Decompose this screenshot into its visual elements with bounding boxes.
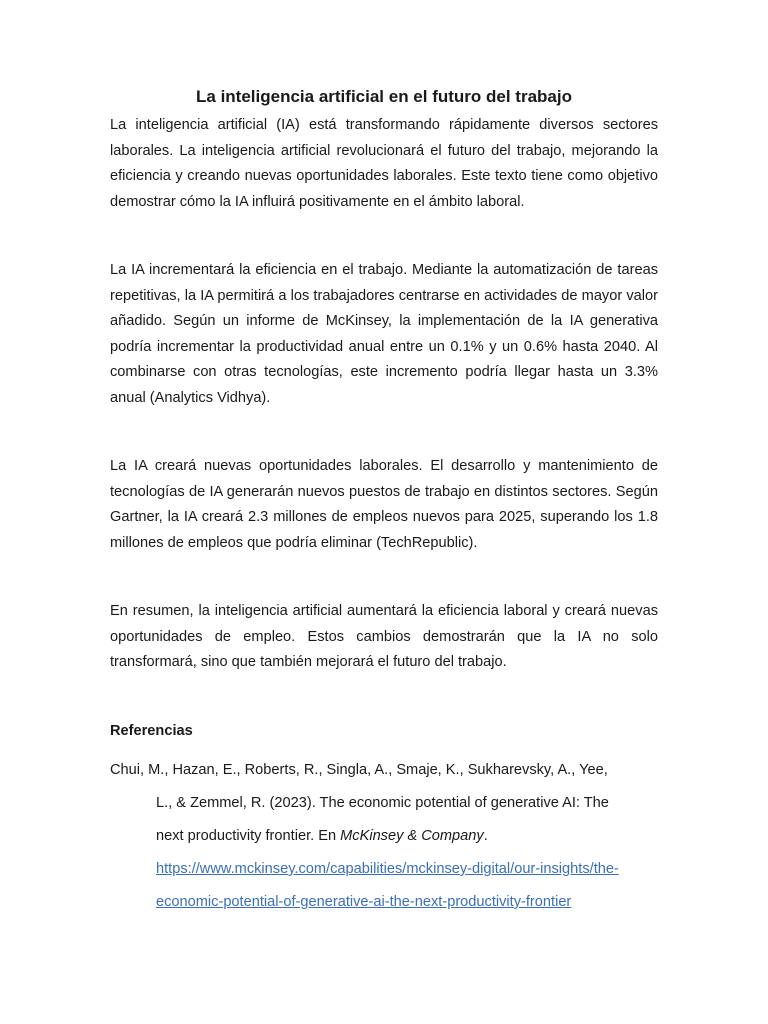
- reference-source-suffix: .: [483, 828, 488, 844]
- reference-authors-line: Chui, M., Hazan, E., Roberts, R., Singla, A., Smaje, K., Sukharevsky, A., Yee,: [110, 762, 608, 778]
- reference-source-line: [110, 820, 658, 853]
- paragraph-opportunities: La IA creará nuevas oportunidades laborales. El desarrollo y mantenimiento de tecnologías de IA generarán nuevos puestos de trabajo en distintos sectores. Según Gartner, la IA creará 2.3 millones de empleos nuevos para 2025, superando los 1.8 millones de empleos que podría eliminar (TechRepublic).: [110, 458, 658, 551]
- paragraph-conclusion: En resumen, la inteligencia artificial aumentará la eficiencia laboral y creará nuevas oportunidades de empleo. Estos cambios demostrarán que la IA no solo transformará, sino que también mejorará el futuro del trabajo.: [110, 603, 658, 670]
- reference-url-line-1[interactable]: https://www.mckinsey.com/capabilities/mckinsey-digital/our-insights/the-: [156, 861, 619, 877]
- document-title: La inteligencia artificial en el futuro del trabajo: [196, 87, 572, 106]
- references-heading: Referencias: [110, 723, 193, 739]
- reference-title-line: L., & Zemmel, R. (2023). The economic potential of generative AI: The: [156, 795, 609, 811]
- reference-entry: [110, 754, 658, 919]
- reference-url-line-2[interactable]: economic-potential-of-generative-ai-the-next-productivity-frontier: [156, 894, 572, 910]
- paragraph-introduction: La inteligencia artificial (IA) está transformando rápidamente diversos sectores laborales. La inteligencia artificial revolucionará el futuro del trabajo, mejorando la eficiencia y creando nuevas oportunidades laborales. Este texto tiene como objetivo demostrar cómo la IA influirá positivamente en el ámbito laboral.: [110, 117, 658, 210]
- paragraph-efficiency: La IA incrementará la eficiencia en el trabajo. Mediante la automatización de tareas repetitivas, la IA permitirá a los trabajadores centrarse en actividades de mayor valor añadido. Según un informe de McKinsey, la implementación de la IA generativa podría incrementar la productividad anual entre un 0.1% y un 0.6% hasta 2040. Al combinarse con otras tecnologías, este incremento podría llegar hasta un 3.3% anual (Analytics Vidhya).: [110, 262, 658, 406]
- reference-source-prefix: next productivity frontier. En: [156, 828, 341, 844]
- reference-source-name: McKinsey & Company: [340, 828, 484, 844]
